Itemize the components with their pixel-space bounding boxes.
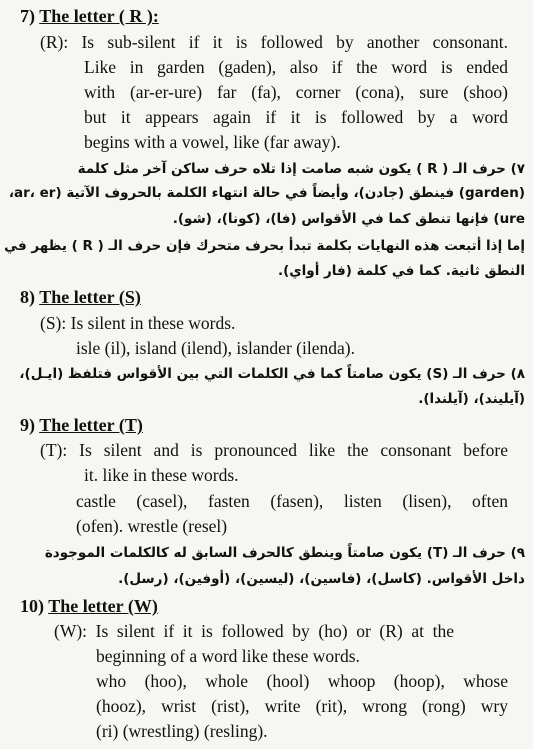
section-7-line-3: with (ar-er-ure) far (fa), corner (cona), sure (shoo) xyxy=(84,82,508,102)
section-9-arabic-2: داخل الأقواس. (كاسل)، (فاسين)، (ليسين)، (أوفين)، (رسل). xyxy=(118,571,525,587)
section-9-line-3: castle (casel), fasten (fasen), listen (lisen), often xyxy=(76,491,508,511)
section-10-heading xyxy=(20,595,158,617)
section-10-line-2: beginning of a word like these words. xyxy=(96,646,360,666)
section-9-number: 9) xyxy=(20,415,35,435)
section-8-arabic-2: (آيليند)، (آيلندا). xyxy=(418,391,525,407)
section-7-arabic-1: ٧) حرف الـ ( R ) يكون شبه صامت إذا تلاه حرف ساكن آخر مثل كلمة xyxy=(77,161,525,177)
section-10-line-4: (hooz), wrist (rist), write (rit), wrong (rong) wry xyxy=(96,696,508,716)
section-8-number: 8) xyxy=(20,287,35,307)
section-7-line-1: (R): Is sub-silent if it is followed by another consonant. xyxy=(40,32,508,52)
section-9-title: The letter (T) xyxy=(39,415,143,435)
section-7-heading xyxy=(20,5,159,27)
section-7-line-5: begins with a vowel, like (far away). xyxy=(84,132,341,152)
section-7-arabic-5: النطق ثانية. كما في كلمة (فار أواي). xyxy=(278,263,525,279)
section-9-heading xyxy=(20,414,143,436)
section-8-arabic-1: ٨) حرف الـ (S) يكون صامتاً كما في الكلمات التي بين الأقواس فتلفظ (ايـل)، xyxy=(19,366,525,382)
section-9-line-1: (T): Is silent and is pronounced like the consonant before xyxy=(40,440,508,460)
section-7-number: 7) xyxy=(20,6,35,26)
section-9-line-4: (ofen). wrestle (resel) xyxy=(76,516,228,536)
section-10-line-1: (W): Is silent if it is followed by (ho) or (R) at the xyxy=(54,621,454,641)
section-7-line-4: but it appears again if it is followed by a word xyxy=(84,107,508,127)
section-10-number: 10) xyxy=(20,596,44,616)
section-9-line-2: it. like in these words. xyxy=(84,465,239,485)
section-8-title: The letter (S) xyxy=(39,287,141,307)
section-8-heading xyxy=(20,286,141,308)
section-7-arabic-4: إما إذا أتبعت هذه النهايات بكلمة تبدأ بحرف متحرك فإن حرف الـ ( R ) يظهر في xyxy=(4,238,525,254)
section-9-arabic-1: ٩) حرف الـ (T) يكون صامتاً وينطق كالحرف السابق له كالكلمات الموجودة xyxy=(44,545,525,561)
section-8-line-2: isle (il), island (ilend), islander (ilenda). xyxy=(76,338,355,358)
section-7-arabic-3: ure) فإنها تنطق كما في الأقواس (فا)، (كونا)، (شو). xyxy=(172,211,525,227)
section-7-arabic-2: (garden) فينطق (جادن)، وأيضاً في حالة انتهاء الكلمة بالحروف الآتية (ar، er، xyxy=(8,185,525,201)
section-10-line-3: who (hoo), whole (hool) whoop (hoop), whose xyxy=(96,671,508,691)
section-8-line-1: (S): Is silent in these words. xyxy=(40,313,236,333)
section-7-line-2: Like in garden (gaden), also if the word is ended xyxy=(84,57,508,77)
section-7-title: The letter ( R ): xyxy=(39,6,159,26)
section-10-title: The letter (W) xyxy=(48,596,158,616)
section-10-line-5: (ri) (wrestling) (resling). xyxy=(96,721,268,741)
